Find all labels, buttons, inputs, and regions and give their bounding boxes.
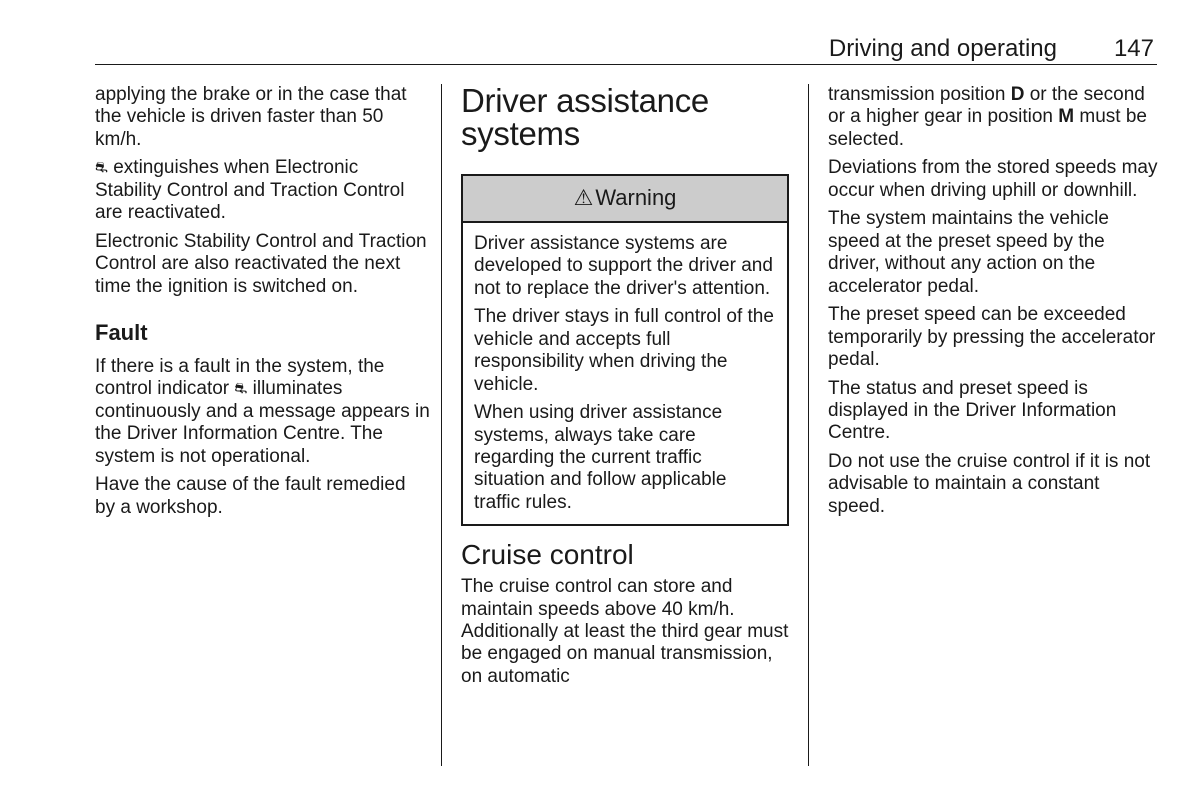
page-number: 147: [1113, 35, 1154, 62]
paragraph: ⛐ extinguishes when Electronic Stability Control and Traction Control are reactivated.: [95, 157, 405, 224]
paragraph: transmission position D or the second or a higher gear in position M must be selected.: [828, 84, 1147, 150]
warning-body: [463, 223, 787, 524]
paragraph: The system maintains the vehicle speed at the preset speed by the driver, without any action on the accelerator pedal.: [828, 208, 1109, 297]
right-column: [828, 84, 1160, 524]
warning-header: [463, 176, 787, 223]
page-header: [95, 32, 1157, 65]
esc-icon: ⛐: [234, 380, 248, 398]
page-title: Driver assistance systems: [461, 82, 709, 152]
esc-off-icon: ⛐: [95, 159, 108, 177]
paragraph: The preset speed can be exceeded temporarily by pressing the accelerator pedal.: [828, 304, 1156, 371]
warning-paragraph: The driver stays in full control of the vehicle and accepts full responsibility when driving the vehicle.: [474, 306, 774, 395]
paragraph: If there is a fault in the system, the control indicator ⛐ illuminates continuously and a message appears in the Driver Information Centre. The system is not operational.: [95, 356, 430, 467]
paragraph: applying the brake or in the case that the vehicle is driven faster than 50 km/h.: [95, 84, 407, 150]
paragraph: Do not use the cruise control if it is not advisable to maintain a constant speed.: [828, 451, 1151, 517]
warning-paragraph: When using driver assistance systems, always take care regarding the current traffic situation and follow applicable traffic rules.: [474, 402, 727, 513]
column-divider: [808, 84, 809, 766]
warning-box: [461, 174, 789, 526]
paragraph: Electronic Stability Control and Traction Control are also reactivated the next time the ignition is switched on.: [95, 230, 427, 297]
paragraph: Have the cause of the fault remedied by a workshop.: [95, 474, 406, 518]
fault-heading: Fault: [95, 320, 148, 346]
warning-triangle-icon: ⚠: [573, 185, 594, 211]
cruise-control-heading: Cruise control: [461, 539, 634, 571]
paragraph: The status and preset speed is displayed in the Driver Information Centre.: [828, 377, 1117, 444]
left-column: [95, 84, 430, 525]
warning-title: Warning: [595, 185, 677, 211]
warning-paragraph: Driver assistance systems are developed to support the driver and not to replace the driver's attention.: [474, 233, 773, 299]
middle-column: [461, 84, 789, 694]
section-title: Driving and operating: [828, 35, 1057, 62]
paragraph: The cruise control can store and maintain speeds above 40 km/h. Additionally at least the third gear must be engaged on manual transmission, on automatic: [461, 576, 789, 687]
column-divider: [441, 84, 442, 766]
paragraph: Deviations from the stored speeds may occur when driving uphill or downhill.: [828, 157, 1158, 201]
